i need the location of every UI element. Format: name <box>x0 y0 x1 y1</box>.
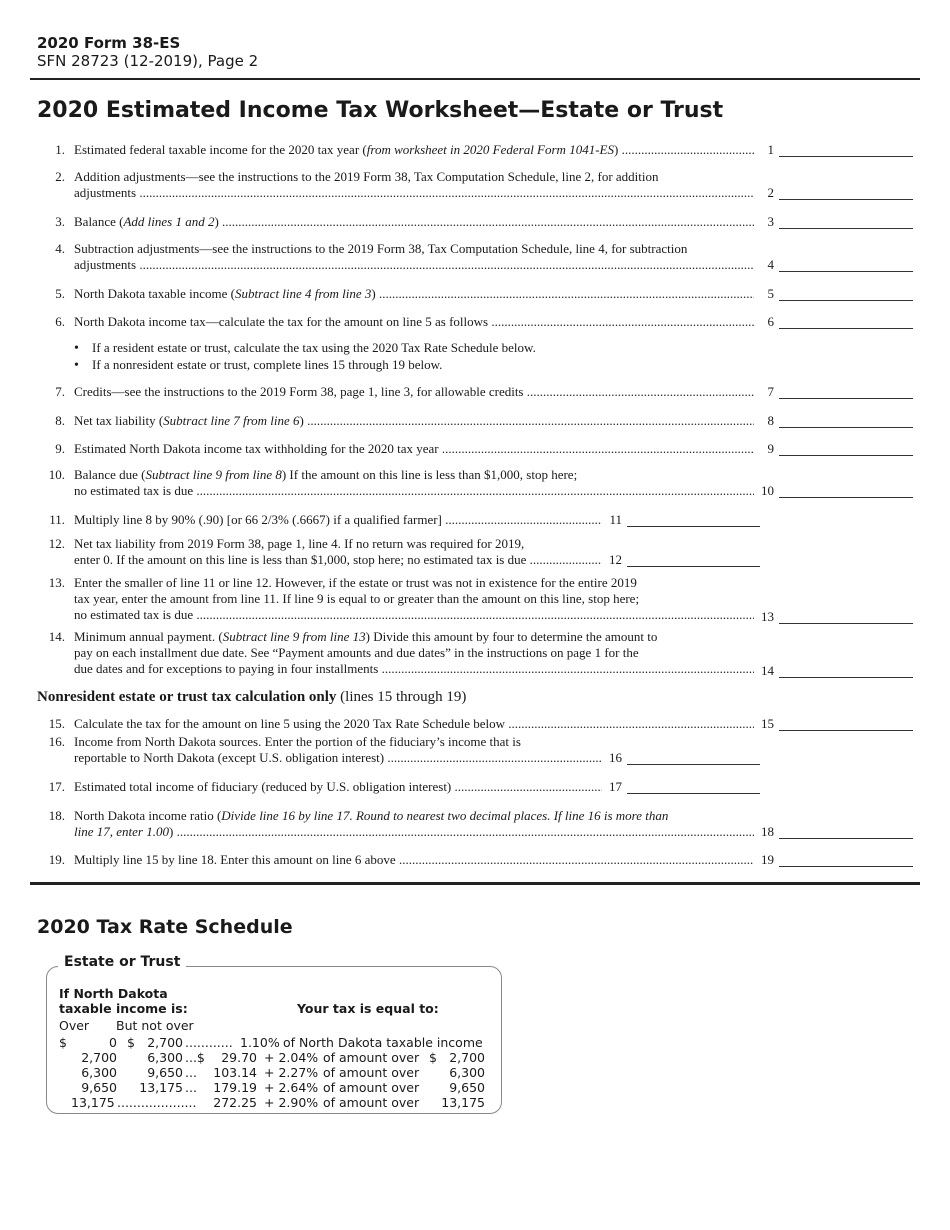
line-5-amount-field[interactable] <box>779 300 913 301</box>
bullet-icon: • <box>74 358 79 373</box>
line-text: ) If the amount on this line is less than $1,000, stop here; <box>281 467 578 482</box>
line-text: Net tax liability from 2019 Form 38, page 1, line 4. If no return was required for 2019, <box>74 536 525 551</box>
schedule-box-title: Estate or Trust <box>58 953 186 971</box>
schedule-base-tax: 29.70 <box>221 1050 257 1065</box>
line-number: 5. <box>55 286 65 301</box>
schedule-base-tax: 103.14 <box>213 1065 257 1080</box>
schedule-currency: $ <box>429 1050 437 1065</box>
line-ref: 19 <box>761 852 774 867</box>
schedule-currency: $ <box>127 1035 135 1050</box>
line-19-amount-field[interactable] <box>779 866 913 867</box>
line-ref: 1 <box>767 142 774 157</box>
schedule-currency: $ <box>59 1035 67 1050</box>
header-divider <box>30 78 920 80</box>
line-text: Balance ( <box>74 214 124 229</box>
schedule-row <box>59 1035 489 1050</box>
line-text: Multiply line 8 by 90% (.90) [or 66 2/3% (.6667) if a qualified farmer] ..... <box>74 512 602 528</box>
line-text-italic: from worksheet in 2020 Federal Form 1041-ES <box>366 142 614 157</box>
bullet-nonresident <box>74 357 442 374</box>
line-text-italic: Divide line 16 by line 17. Round to nearest two decimal places. If line 16 is more than <box>221 808 669 823</box>
schedule-not-over-value: 6,300 <box>147 1050 183 1065</box>
line-text: Addition adjustments—see the instructions to the 2019 Form 38, Tax Computation Schedule, line 2, for addition <box>74 169 659 184</box>
line-18-amount-field[interactable] <box>779 838 913 839</box>
nonresident-heading-bold: Nonresident estate or trust tax calculation only <box>37 689 337 705</box>
line-number: 8. <box>55 413 65 428</box>
line-text: Subtraction adjustments—see the instructions to the 2019 Form 38, Tax Computation Schedule, line 4, for subtraction <box>74 241 688 256</box>
line-13-amount-field[interactable] <box>779 623 913 624</box>
schedule-over-value: 0 <box>109 1035 117 1050</box>
line-4-amount-field[interactable] <box>779 271 913 272</box>
schedule-row <box>59 1095 489 1110</box>
schedule-row <box>59 1080 489 1095</box>
line-text: pay on each installment due date. See “Payment amounts and due dates” in the instructions on page 1 for the <box>74 645 639 660</box>
line-14-amount-field[interactable] <box>779 677 913 678</box>
line-text-italic: Subtract line 4 from line 3 <box>235 286 372 301</box>
schedule-head-left-1: If North Dakota <box>59 986 168 1001</box>
line-text-italic: Subtract line 7 from line 6 <box>163 413 300 428</box>
line-ref: 8 <box>767 413 774 428</box>
schedule-rate: + 2.27% <box>264 1065 319 1080</box>
line-7-amount-field[interactable] <box>779 398 913 399</box>
line-16-amount-field[interactable] <box>627 764 760 765</box>
worksheet-title: 2020 Estimated Income Tax Worksheet—Estate or Trust <box>37 98 724 123</box>
line-number: 15. <box>48 716 65 731</box>
line-text-italic: Add lines 1 and 2 <box>123 214 215 229</box>
line-ref: 17 <box>609 779 622 794</box>
line-text: ) <box>214 214 219 229</box>
line-text: no estimated tax is due ..... <box>74 483 754 499</box>
schedule-rate: + 2.90% <box>264 1095 319 1110</box>
bullet-text: If a nonresident estate or trust, complete lines 15 through 19 below. <box>92 357 443 372</box>
schedule-col-over: Over <box>59 1018 90 1033</box>
line-number: 12. <box>48 536 65 551</box>
schedule-head-right: Your tax is equal to: <box>297 1001 439 1016</box>
line-number: 13. <box>48 575 65 590</box>
line-text: North Dakota taxable income ( <box>74 286 235 301</box>
schedule-amount-over: 13,175 <box>441 1095 485 1110</box>
line-number: 17. <box>48 779 65 794</box>
line-ref: 9 <box>767 441 774 456</box>
line-text: Balance due ( <box>74 467 146 482</box>
line-number: 7. <box>55 384 65 399</box>
schedule-not-over-value: 9,650 <box>147 1065 183 1080</box>
line-text-italic: line 17, enter 1.00 <box>74 824 169 839</box>
line-8-amount-field[interactable] <box>779 427 913 428</box>
line-1-amount-field[interactable] <box>779 156 913 157</box>
form-title: 2020 Form 38-ES <box>37 34 181 52</box>
line-number: 18. <box>48 808 65 823</box>
form-header <box>37 34 258 70</box>
line-3-amount-field[interactable] <box>779 228 913 229</box>
line-number: 11. <box>49 512 65 527</box>
line-number: 6. <box>55 314 65 329</box>
schedule-amount-over: 9,650 <box>449 1080 485 1095</box>
schedule-title: 2020 Tax Rate Schedule <box>37 916 293 938</box>
line-9-amount-field[interactable] <box>779 455 913 456</box>
schedule-over-value: 6,300 <box>81 1065 117 1080</box>
schedule-rate: 1.10% <box>240 1035 280 1050</box>
schedule-amount-over: 6,300 <box>449 1065 485 1080</box>
line-text: Calculate the tax for the amount on line 5 using the 2020 Tax Rate Schedule below ..... <box>74 716 754 732</box>
line-text: due dates and for exceptions to paying in four installments ..... <box>74 661 754 677</box>
line-number: 3. <box>55 214 65 229</box>
line-number: 2. <box>55 169 65 184</box>
schedule-row <box>59 1065 489 1080</box>
schedule-leader: .................... <box>117 1095 197 1110</box>
section-divider <box>30 882 920 885</box>
line-text: Net tax liability ( <box>74 413 164 428</box>
schedule-rate: + 2.64% <box>264 1080 319 1095</box>
line-text: Minimum annual payment. ( <box>74 629 223 644</box>
line-ref: 7 <box>767 384 774 399</box>
bullet-resident <box>74 340 536 357</box>
schedule-col-not-over: But not over <box>116 1018 194 1033</box>
line-number: 4. <box>55 241 65 256</box>
schedule-base-tax: 272.25 <box>213 1095 257 1110</box>
schedule-row <box>59 1050 489 1065</box>
line-17-amount-field[interactable] <box>627 793 760 794</box>
schedule-base-tax: 179.19 <box>213 1080 257 1095</box>
schedule-leader: ...$ <box>185 1050 205 1065</box>
line-number: 16. <box>48 734 65 749</box>
line-number: 9. <box>55 441 65 456</box>
schedule-rate-desc: of amount over <box>323 1080 420 1095</box>
line-number: 10. <box>48 467 65 482</box>
schedule-leader: ... <box>185 1065 197 1080</box>
line-text: tax year, enter the amount from line 11. If line 9 is equal to or greater than the amount on this line, stop here; <box>74 591 640 606</box>
line-12-amount-field[interactable] <box>627 566 760 567</box>
line-ref: 10 <box>761 483 774 498</box>
line-text: Income from North Dakota sources. Enter the portion of the fiduciary’s income that is <box>74 734 521 749</box>
form-subtitle: SFN 28723 (12-2019), Page 2 <box>37 52 259 70</box>
schedule-over-value: 13,175 <box>71 1095 115 1110</box>
line-ref: 16 <box>609 750 622 765</box>
line-ref: 12 <box>609 552 622 567</box>
line-text: North Dakota income tax—calculate the tax for the amount on line 5 as follows ..... <box>74 314 754 330</box>
schedule-not-over-value: 13,175 <box>139 1080 183 1095</box>
line-text: Enter the smaller of line 11 or line 12. However, if the estate or trust was not in existence for the entire 2019 <box>74 575 637 590</box>
line-text: enter 0. If the amount on this line is less than $1,000, stop here; no estimated tax is due ..... <box>74 552 602 568</box>
line-text: no estimated tax is due ..... <box>74 607 754 623</box>
line-text: Credits—see the instructions to the 2019 Form 38, page 1, line 3, for allowable credits ..... <box>74 384 754 400</box>
schedule-head-left-2: taxable income is: <box>59 1001 188 1016</box>
line-text: adjustments ..... <box>74 257 754 273</box>
schedule-leader: ... <box>185 1080 197 1095</box>
schedule-rate-desc: of North Dakota taxable income <box>283 1035 483 1050</box>
line-text: ) Divide this amount by four to determine the amount to <box>365 629 658 644</box>
schedule-over-value: 9,650 <box>81 1080 117 1095</box>
line-number: 1. <box>55 142 65 157</box>
line-10-amount-field[interactable] <box>779 497 913 498</box>
schedule-not-over-value: 2,700 <box>147 1035 183 1050</box>
line-text: ) <box>299 413 304 428</box>
line-ref: 13 <box>761 609 774 624</box>
bullet-text: If a resident estate or trust, calculate the tax using the 2020 Tax Rate Schedule below. <box>92 340 536 355</box>
line-ref: 2 <box>767 185 774 200</box>
line-ref: 5 <box>767 286 774 301</box>
nonresident-heading-rest: (lines 15 through 19) <box>336 689 467 705</box>
schedule-rate-desc: of amount over <box>323 1095 420 1110</box>
line-text: reportable to North Dakota (except U.S. obligation interest) ..... <box>74 750 602 766</box>
schedule-amount-over: 2,700 <box>449 1050 485 1065</box>
line-text: North Dakota income ratio ( <box>74 808 222 823</box>
line-6-amount-field[interactable] <box>779 328 913 329</box>
line-text: ) <box>168 824 174 839</box>
bullet-icon: • <box>74 341 79 356</box>
schedule-rate: + 2.04% <box>264 1050 319 1065</box>
line-text: Estimated total income of fiduciary (reduced by U.S. obligation interest) ..... <box>74 779 602 795</box>
line-text: Estimated North Dakota income tax withholding for the 2020 tax year ..... <box>74 441 754 457</box>
line-text: ) <box>613 142 619 157</box>
line-text: Multiply line 15 by line 18. Enter this amount on line 6 above ..... <box>74 852 754 868</box>
line-text: Estimated federal taxable income for the 2020 tax year ( <box>74 142 367 157</box>
line-ref: 15 <box>761 716 774 731</box>
line-11-amount-field[interactable] <box>627 526 760 527</box>
line-text-italic: Subtract line 9 from line 13 <box>222 629 366 644</box>
nonresident-heading <box>37 688 466 706</box>
line-ref: 14 <box>761 663 774 678</box>
line-2-amount-field[interactable] <box>779 199 913 200</box>
line-number: 14. <box>48 629 65 644</box>
schedule-rate-desc: of amount over <box>323 1065 420 1080</box>
schedule-leader: ............ <box>185 1035 233 1050</box>
line-ref: 11 <box>609 512 622 527</box>
schedule-rate-desc: of amount over <box>323 1050 420 1065</box>
line-text: ) <box>371 286 376 301</box>
schedule-over-value: 2,700 <box>81 1050 117 1065</box>
line-ref: 18 <box>761 824 774 839</box>
line-number: 19. <box>48 852 65 867</box>
line-text-italic: Subtract line 9 from line 8 <box>145 467 282 482</box>
line-ref: 3 <box>767 214 774 229</box>
line-15-amount-field[interactable] <box>779 730 913 731</box>
line-ref: 4 <box>767 257 774 272</box>
line-ref: 6 <box>767 314 774 329</box>
line-text: adjustments ..... <box>74 185 754 201</box>
